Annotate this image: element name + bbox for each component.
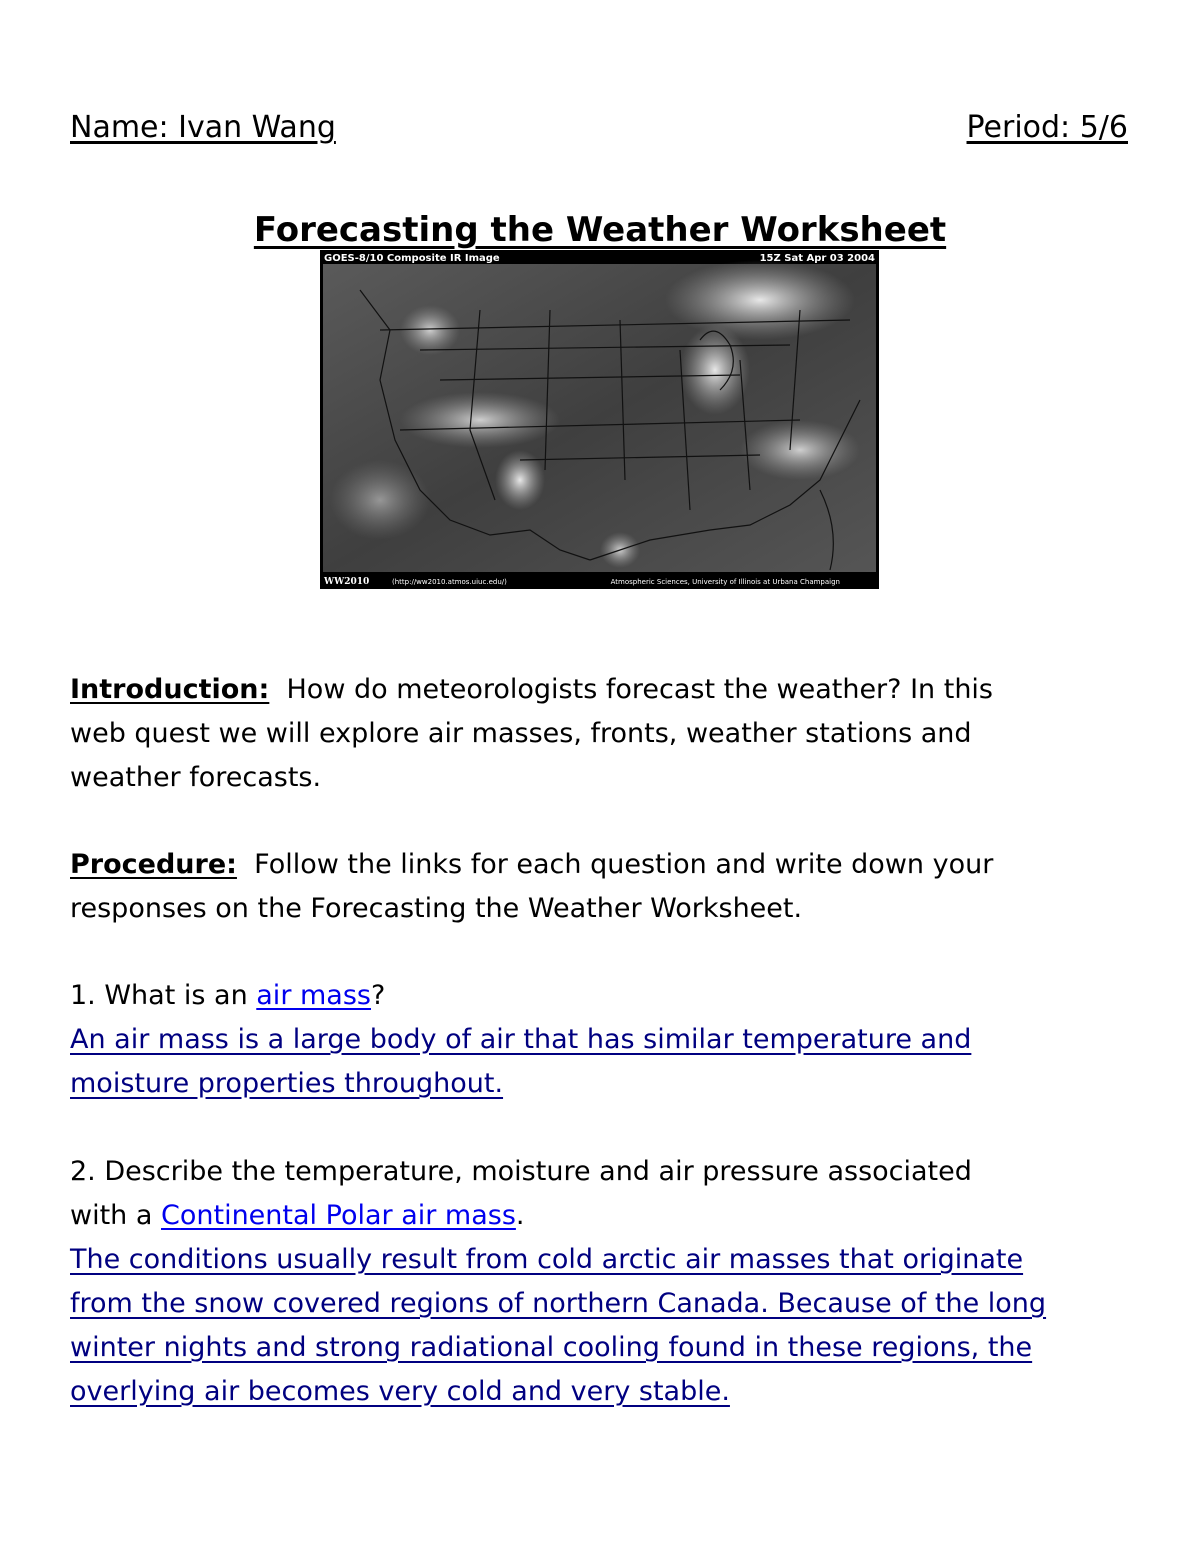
introduction-text-line-3: weather forecasts. [70,762,322,793]
answer-2-line-1: The conditions usually result from cold arctic air masses that originate [70,1244,1024,1275]
image-caption-top-right: 15Z Sat Apr 03 2004 [759,253,875,264]
answer-2 [70,1238,1132,1414]
answer-2-line-4: overlying air becomes very cold and very stable. [70,1376,730,1407]
header-row [70,108,1128,148]
question-1 [70,974,1132,1018]
question-2-line-1: 2. Describe the temperature, moisture and air pressure associated [70,1156,972,1187]
question-2-prefix: with a [70,1200,161,1231]
answer-1-line-2: moisture properties throughout. [70,1068,504,1099]
air-mass-link[interactable]: air mass [256,980,371,1011]
class-period: Period: 5/6 [966,110,1128,145]
introduction-text-line-1: How do meteorologists forecast the weather? In this [286,674,993,705]
answer-2-line-2: from the snow covered regions of northern Canada. Because of the long [70,1288,1047,1319]
question-1-prefix: 1. What is an [70,980,257,1011]
question-2-suffix: . [515,1200,525,1231]
satellite-ir-image [320,250,879,589]
image-caption-top-left: GOES-8/10 Composite IR Image [324,253,500,264]
student-name: Name: Ivan Wang [70,110,336,145]
continental-polar-air-mass-link[interactable]: Continental Polar air mass [161,1200,516,1231]
image-caption-bottom-mid: (http://ww2010.atmos.uiuc.edu/) [392,578,507,586]
answer-1-line-1: An air mass is a large body of air that has similar temperature and [70,1024,972,1055]
answer-2-line-3: winter nights and strong radiational cooling found in these regions, the [70,1332,1033,1363]
procedure-section [70,843,1132,931]
question-2 [70,1150,1132,1238]
introduction-label: Introduction: [70,674,270,705]
procedure-text-line-2: responses on the Forecasting the Weather Worksheet. [70,893,803,924]
image-caption-bottom-right: Atmospheric Sciences, University of Illinois at Urbana Champaign [610,578,840,586]
introduction-text-line-2: web quest we will explore air masses, fronts, weather stations and [70,718,972,749]
procedure-text-line-1: Follow the links for each question and write down your [254,849,994,880]
answer-1 [70,1018,1132,1106]
introduction-section [70,668,1132,800]
worksheet-title: Forecasting the Weather Worksheet [253,210,947,250]
procedure-label: Procedure: [70,849,237,880]
question-1-suffix: ? [370,980,386,1011]
image-caption-bottom-left: WW2010 [324,577,370,587]
